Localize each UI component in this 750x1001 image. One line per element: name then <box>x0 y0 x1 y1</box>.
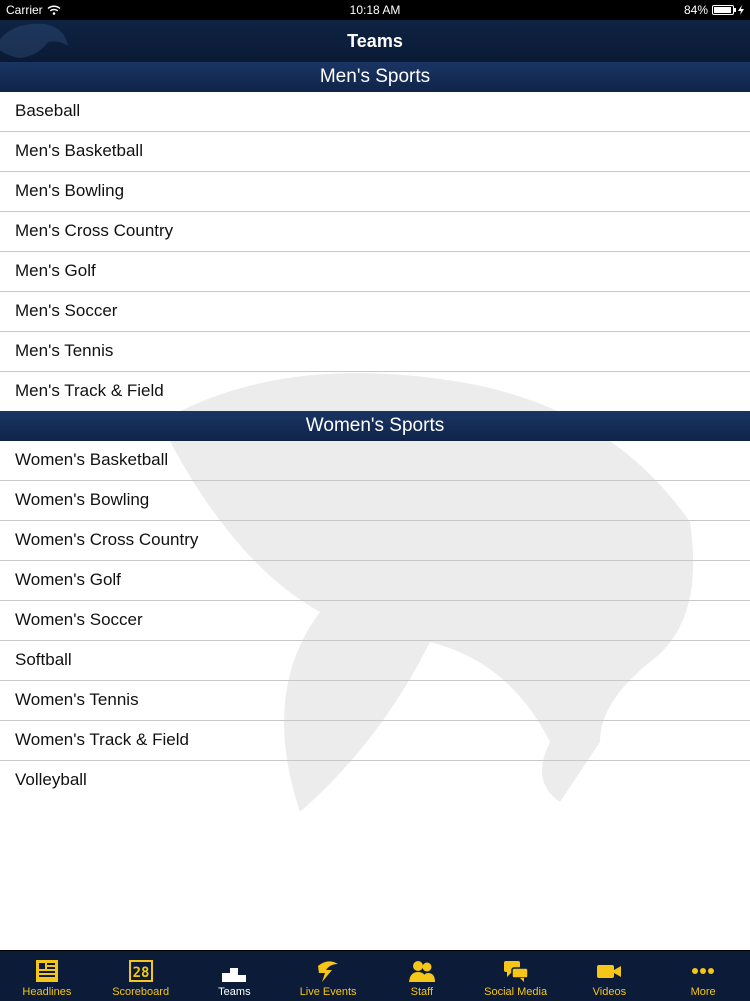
team-row-mens-golf[interactable]: Men's Golf <box>0 252 750 292</box>
tab-live-events[interactable] <box>281 951 375 1001</box>
tab-more[interactable] <box>656 951 750 1001</box>
status-time: 10:18 AM <box>349 3 401 17</box>
status-bar <box>0 0 750 20</box>
tab-bar <box>0 950 750 1001</box>
tab-headlines[interactable] <box>0 951 94 1001</box>
team-row-mens-bowling[interactable]: Men's Bowling <box>0 172 750 212</box>
tab-label: Staff <box>410 986 434 998</box>
team-row-womens-soccer[interactable]: Women's Soccer <box>0 601 750 641</box>
people-icon <box>408 958 436 984</box>
newspaper-icon <box>33 958 61 984</box>
video-camera-icon <box>595 958 623 984</box>
battery-percent: 84% <box>683 3 708 17</box>
mens-sports-section <box>0 62 750 411</box>
section-header-womens: Women's Sports <box>0 411 750 441</box>
tab-scoreboard[interactable] <box>94 951 188 1001</box>
team-row-volleyball[interactable]: Volleyball <box>15 770 87 789</box>
team-row-mens-tennis[interactable]: Men's Tennis <box>0 332 750 372</box>
tab-label: Live Events <box>299 986 357 998</box>
svg-text:28: 28 <box>132 965 150 981</box>
battery-icon <box>712 5 734 15</box>
tab-label: Teams <box>218 986 251 998</box>
team-row-mens-cross-country[interactable]: Men's Cross Country <box>0 212 750 252</box>
tab-label: More <box>690 986 716 998</box>
tab-label: Social Media <box>484 986 548 998</box>
tab-label: Videos <box>592 986 627 998</box>
tab-videos[interactable] <box>563 951 657 1001</box>
section-header-mens: Men's Sports <box>0 62 750 92</box>
live-events-icon <box>314 958 342 984</box>
tab-label: Scoreboard <box>112 986 170 998</box>
team-row-baseball[interactable]: Baseball <box>0 92 750 132</box>
chat-bubbles-icon <box>502 958 530 984</box>
cougar-logo-icon <box>0 20 70 62</box>
team-row-womens-track-field[interactable]: Women's Track & Field <box>0 721 750 761</box>
navigation-bar <box>0 20 750 62</box>
charging-bolt-icon <box>738 5 744 15</box>
team-row-mens-track-field[interactable]: Men's Track & Field <box>15 381 164 400</box>
teams-list <box>0 62 750 950</box>
tab-staff[interactable] <box>375 951 469 1001</box>
tab-label: Headlines <box>22 986 72 998</box>
team-row-womens-basketball[interactable]: Women's Basketball <box>0 441 750 481</box>
team-row-womens-tennis[interactable]: Women's Tennis <box>0 681 750 721</box>
team-row-mens-soccer[interactable]: Men's Soccer <box>0 292 750 332</box>
womens-sports-section <box>0 411 750 800</box>
battery-area <box>684 3 744 17</box>
team-row-womens-cross-country[interactable]: Women's Cross Country <box>0 521 750 561</box>
page-title: Teams <box>347 31 403 51</box>
tab-social-media[interactable] <box>469 951 563 1001</box>
podium-icon <box>220 958 248 984</box>
carrier-label: Carrier <box>6 3 43 17</box>
team-row-mens-basketball[interactable]: Men's Basketball <box>0 132 750 172</box>
team-row-softball[interactable]: Softball <box>0 641 750 681</box>
tab-teams[interactable] <box>188 951 282 1001</box>
team-row-womens-golf[interactable]: Women's Golf <box>0 561 750 601</box>
more-dots-icon <box>689 958 717 984</box>
scoreboard-icon <box>127 958 155 984</box>
team-row-womens-bowling[interactable]: Women's Bowling <box>0 481 750 521</box>
